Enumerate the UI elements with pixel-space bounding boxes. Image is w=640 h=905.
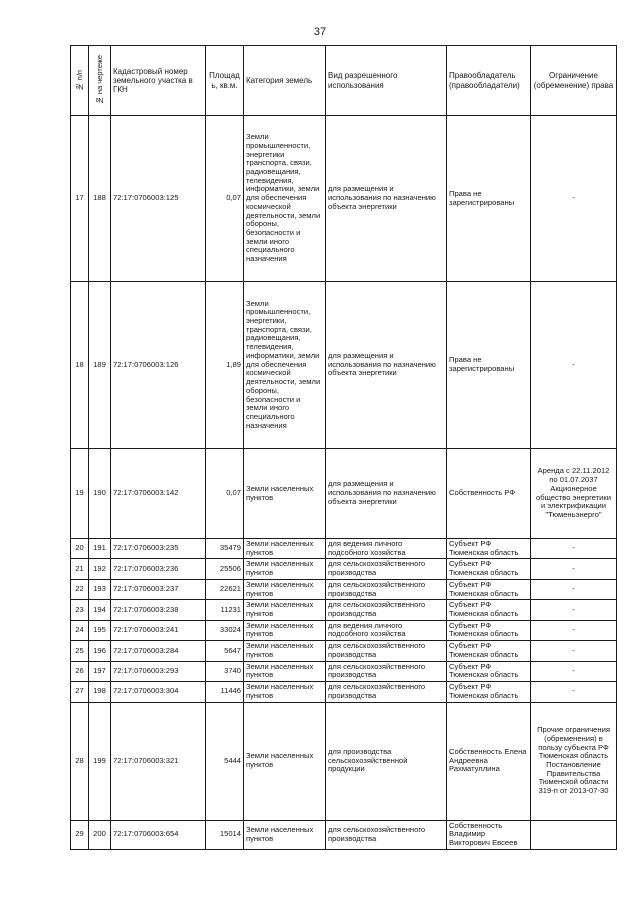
cell-cadastral: 72:17:0706003:125: [111, 116, 206, 282]
cell-area: 5444: [206, 702, 244, 820]
header-use: Вид разрешенного использования: [326, 46, 447, 116]
cell-cadastral: 72:17:0706003:236: [111, 559, 206, 579]
cell-plan: 195: [89, 620, 111, 640]
cell-owner: Субъект РФ Тюменская область: [447, 579, 531, 599]
table-row: [71, 702, 617, 820]
cell-restriction: -: [531, 559, 617, 579]
cell-use: для размещения и использования по назначению объекта энергетики: [326, 449, 447, 539]
cell-restriction: -: [531, 682, 617, 702]
cell-cadastral: 72:17:0706003:126: [111, 282, 206, 449]
cell-category: Земли населенных пунктов: [244, 641, 326, 661]
table-row: [71, 641, 617, 661]
cell-idx: 20: [71, 539, 89, 559]
cell-plan: 188: [89, 116, 111, 282]
land-plots-table: [70, 45, 617, 850]
cell-category: Земли населенных пунктов: [244, 559, 326, 579]
header-cadastral: Кадастровый номер земельного участка в ГКН: [111, 46, 206, 116]
cell-area: 3740: [206, 661, 244, 681]
cell-owner: Субъект РФ Тюменская область: [447, 641, 531, 661]
cell-use: для сельскохозяйственного производства: [326, 579, 447, 599]
cell-cadastral: 72:17:0706003:321: [111, 702, 206, 820]
cell-owner: Субъект РФ Тюменская область: [447, 682, 531, 702]
cell-plan: 191: [89, 539, 111, 559]
cell-owner: Субъект РФ Тюменская область: [447, 600, 531, 620]
cell-area: 0,07: [206, 116, 244, 282]
cell-area: 22621: [206, 579, 244, 599]
table-row: [71, 539, 617, 559]
cell-use: для размещения и использования по назначению объекта энергетики: [326, 116, 447, 282]
cell-category: Земли населенных пунктов: [244, 661, 326, 681]
cell-category: Земли населенных пунктов: [244, 682, 326, 702]
header-restriction: Ограничение (обременение) права: [531, 46, 617, 116]
cell-owner: Субъект РФ Тюменская область: [447, 661, 531, 681]
cell-idx: 21: [71, 559, 89, 579]
cell-restriction: Прочие ограничения (обременения) в пользу субъекта РФ Тюменская область Постановление Правительства Тюменской области 319-п от 2013-07-30: [531, 702, 617, 820]
cell-restriction: -: [531, 661, 617, 681]
cell-use: для размещения и использования по назначению объекта энергетики: [326, 282, 447, 449]
table-row: [71, 559, 617, 579]
cell-restriction: Аренда с 22.11.2012 по 01.07.2037 Акционерное общество энергетики и электрификации "Тюменьэнерго": [531, 449, 617, 539]
cell-cadastral: 72:17:0706003:237: [111, 579, 206, 599]
cell-use: для сельскохозяйственного производства: [326, 600, 447, 620]
table-row: [71, 682, 617, 702]
cell-category: Земли населенных пунктов: [244, 600, 326, 620]
cell-area: 33024: [206, 620, 244, 640]
cell-idx: 18: [71, 282, 89, 449]
cell-plan: 198: [89, 682, 111, 702]
cell-owner: Собственность Владимир Викторович Евсеев: [447, 820, 531, 849]
cell-use: для сельскохозяйственного производства: [326, 559, 447, 579]
cell-owner: Права не зарегистрированы: [447, 282, 531, 449]
cell-use: для сельскохозяйственного производства: [326, 820, 447, 849]
cell-restriction: -: [531, 641, 617, 661]
cell-owner: Субъект РФ Тюменская область: [447, 620, 531, 640]
cell-plan: 194: [89, 600, 111, 620]
cell-category: Земли населенных пунктов: [244, 539, 326, 559]
header-area: Площадь, кв.м.: [206, 46, 244, 116]
cell-idx: 22: [71, 579, 89, 599]
cell-plan: 190: [89, 449, 111, 539]
table-row: [71, 449, 617, 539]
cell-restriction: -: [531, 539, 617, 559]
cell-idx: 29: [71, 820, 89, 849]
cell-area: 35479: [206, 539, 244, 559]
cell-category: Земли населенных пунктов: [244, 579, 326, 599]
header-category: Категория земель: [244, 46, 326, 116]
cell-idx: 24: [71, 620, 89, 640]
cell-cadastral: 72:17:0706003:238: [111, 600, 206, 620]
cell-category: Земли промышленности, энергетики, транспорта, связи, радиовещания, телевидения, информатики, земли для обеспечения космической деятельности, земли обороны, безопасности и земли иного специального назначения: [244, 282, 326, 449]
cell-use: для ведения личного подсобного хозяйства: [326, 539, 447, 559]
cell-cadastral: 72:17:0706003:293: [111, 661, 206, 681]
cell-cadastral: 72:17:0706003:235: [111, 539, 206, 559]
cell-idx: 26: [71, 661, 89, 681]
table-row: [71, 661, 617, 681]
page-number: 37: [313, 26, 327, 38]
cell-idx: 23: [71, 600, 89, 620]
cell-owner: Субъект РФ Тюменская область: [447, 539, 531, 559]
cell-use: для ведения личного подсобного хозяйства: [326, 620, 447, 640]
cell-category: Земли промышленности, энергетики транспорта, связи, радиовещания, телевидения, информатики, земли для обеспечения космической деятельности, земли обороны, безопасности и земли иного специального назначения: [244, 116, 326, 282]
table-row: [71, 820, 617, 849]
table-row: [71, 620, 617, 640]
cell-use: для сельскохозяйственного производства: [326, 682, 447, 702]
cell-idx: 19: [71, 449, 89, 539]
cell-restriction: -: [531, 282, 617, 449]
cell-owner: Собственность Елена Андреевна Рахматуллина: [447, 702, 531, 820]
cell-idx: 25: [71, 641, 89, 661]
cell-area: 15014: [206, 820, 244, 849]
header-owner: Правообладатель (правообладатели): [447, 46, 531, 116]
cell-area: 25506: [206, 559, 244, 579]
cell-owner: Права не зарегистрированы: [447, 116, 531, 282]
table-row: [71, 282, 617, 449]
cell-idx: 28: [71, 702, 89, 820]
cell-plan: 200: [89, 820, 111, 849]
table-row: [71, 600, 617, 620]
cell-idx: 17: [71, 116, 89, 282]
cell-area: 11446: [206, 682, 244, 702]
cell-idx: 27: [71, 682, 89, 702]
cell-category: Земли населенных пунктов: [244, 820, 326, 849]
table-row: [71, 116, 617, 282]
cell-cadastral: 72:17:0706003:142: [111, 449, 206, 539]
cell-category: Земли населенных пунктов: [244, 702, 326, 820]
cell-restriction: [531, 820, 617, 849]
cell-use: для производства сельскохозяйственной продукции: [326, 702, 447, 820]
cell-plan: 199: [89, 702, 111, 820]
cell-restriction: -: [531, 620, 617, 640]
cell-owner: Субъект РФ Тюменская область: [447, 559, 531, 579]
cell-plan: 197: [89, 661, 111, 681]
cell-restriction: -: [531, 116, 617, 282]
cell-category: Земли населенных пунктов: [244, 620, 326, 640]
cell-plan: 189: [89, 282, 111, 449]
cell-cadastral: 72:17:0706003:241: [111, 620, 206, 640]
cell-use: для сельскохозяйственного производства: [326, 641, 447, 661]
cell-plan: 196: [89, 641, 111, 661]
table-header-row: [71, 46, 617, 116]
cell-area: 5647: [206, 641, 244, 661]
header-idx: № п/п: [71, 46, 89, 116]
table-row: [71, 579, 617, 599]
cell-area: 0,07: [206, 449, 244, 539]
cell-plan: 192: [89, 559, 111, 579]
cell-cadastral: 72:17:0706003:284: [111, 641, 206, 661]
cell-cadastral: 72:17:0706003:654: [111, 820, 206, 849]
header-plan-no: № на чертеже: [89, 46, 111, 116]
cell-area: 1,89: [206, 282, 244, 449]
cell-plan: 193: [89, 579, 111, 599]
cell-cadastral: 72:17:0706003:304: [111, 682, 206, 702]
cell-restriction: -: [531, 600, 617, 620]
cell-restriction: -: [531, 579, 617, 599]
cell-category: Земли населенных пунктов: [244, 449, 326, 539]
cell-use: для сельскохозяйственного производства: [326, 661, 447, 681]
cell-area: 11231: [206, 600, 244, 620]
cell-owner: Собственность РФ: [447, 449, 531, 539]
